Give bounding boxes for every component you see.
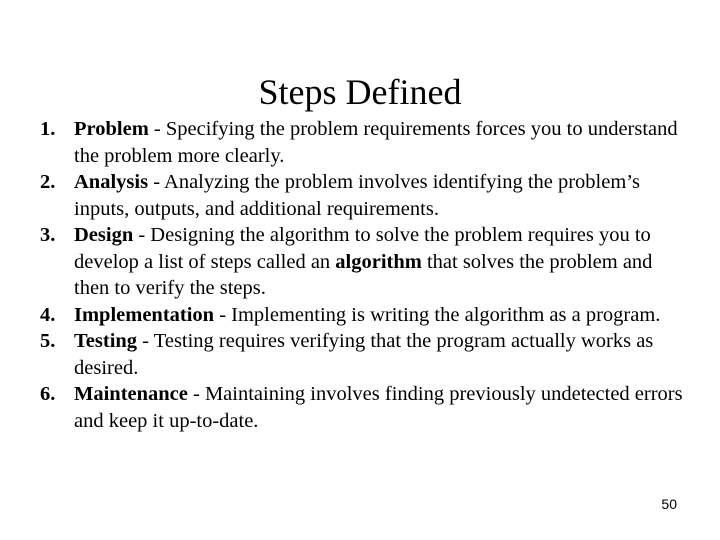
step-description: - Maintaining involves finding previously undetected errors and keep it up-to-date. [74,383,683,432]
steps-list [40,116,690,434]
list-item [40,116,690,169]
step-description: - Specifying the problem requirements forces you to understand the problem more clearly. [74,118,678,167]
list-item [40,169,690,222]
list-item [40,222,690,302]
step-number: 4. [40,303,56,326]
step-description-continued: that solves the problem and then to verify the steps. [74,250,653,299]
list-item [40,381,690,434]
slide-title: Steps Defined [258,72,462,113]
step-number: 5. [40,330,56,352]
emphasized-term: algorithm [335,250,422,273]
step-number: 6. [40,383,56,405]
page-number: 50 [661,496,677,512]
list-item [40,302,690,329]
step-term: Testing [74,330,138,352]
step-number: 2. [40,171,56,193]
step-term: Problem [74,118,149,140]
step-term: Design [74,224,134,246]
list-item [40,328,690,381]
step-term: Implementation [74,303,215,326]
step-term: Maintenance [74,383,188,405]
step-number: 1. [40,118,56,140]
step-number: 3. [40,224,56,246]
step-term: Analysis [74,171,149,193]
step-description: - Implementing is writing the algorithm as a program. [214,303,661,326]
step-description: - Analyzing the problem involves identifying the problem’s inputs, outputs, and additional requirements. [74,171,640,220]
step-description: - Testing requires verifying that the program actually works as desired. [74,330,654,379]
step-description: - Designing the algorithm to solve the problem requires you to develop a list of steps called an [74,224,651,273]
